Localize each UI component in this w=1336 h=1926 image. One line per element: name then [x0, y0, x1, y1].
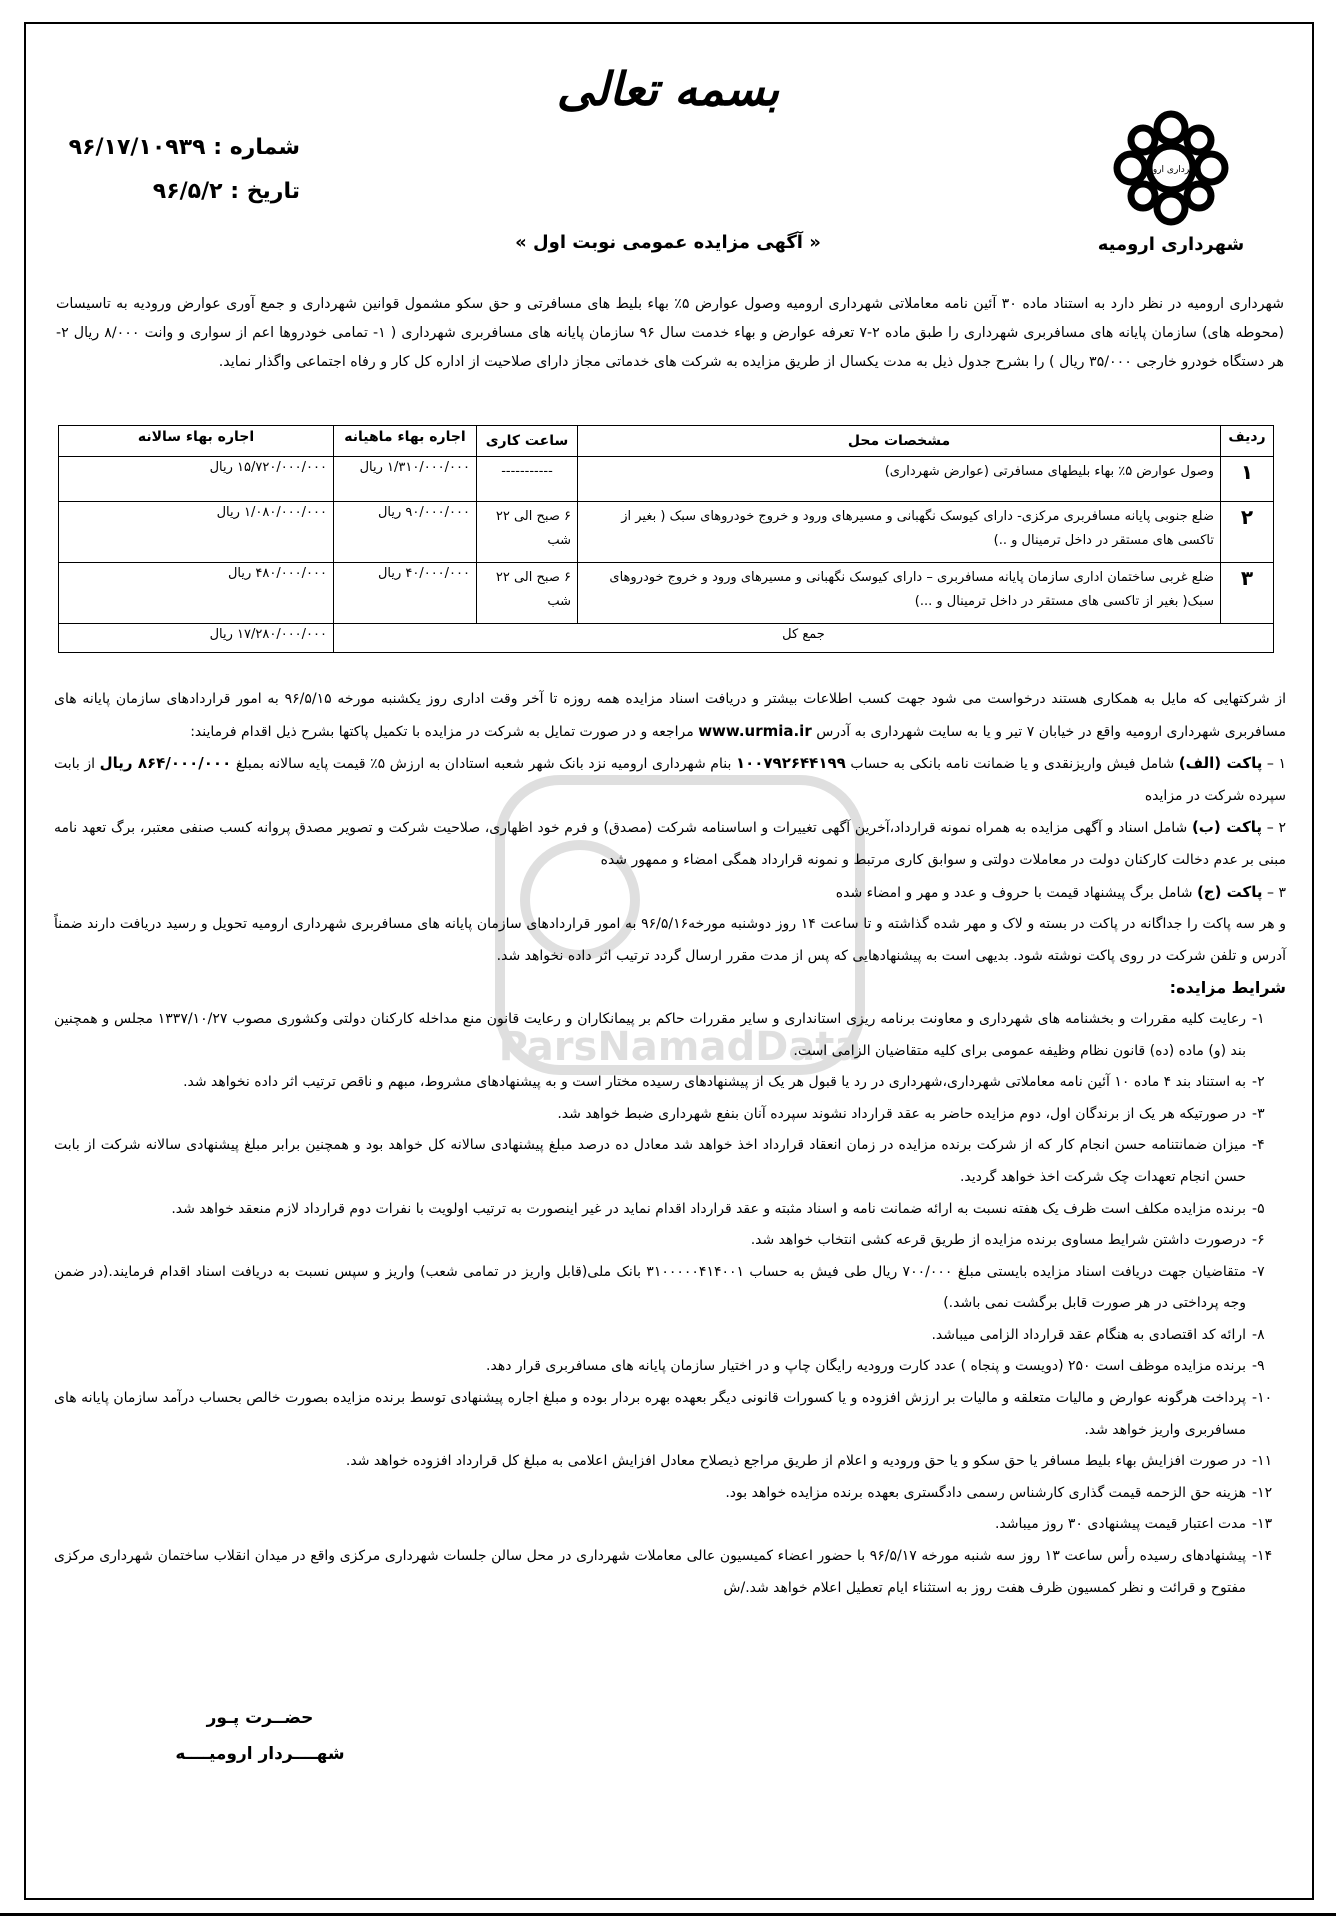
list-item: ۷- متقاضیان جهت دریافت اسناد مزایده بایستی مبلغ ۷۰۰/۰۰۰ ریال طی فیش به حساب ۳۱۰۰۰۰۰۴۱۴۰۰۱ بانک ملی(قابل واریز در تمامی شعب) واریز و سپس نسبت به دریافت اسناد اقدام فرمایند.(در ضمن وجه پرداختی در هر صورت قابل برگشت نمی باشد.): [54, 1263, 1265, 1312]
signatory-name: حضــرت پـور: [206, 1708, 314, 1728]
row-number: ۱: [1221, 457, 1274, 502]
list-item: ۸- ارائه کد اقتصادی به هنگام عقد قرارداد الزامی میباشد.: [931, 1326, 1265, 1343]
list-item: ۱۳- مدت اعتبار قیمت پیشنهادی ۳۰ روز میباشد.: [994, 1516, 1273, 1533]
list-item: ۶- درصورت داشتن شرایط مساوی برنده مزایده از طریق قرعه کشی انتخاب خواهد شد.: [750, 1232, 1265, 1249]
info-paragraph: از شرکتهایی که مایل به همکاری هستند درخواست می شود جهت کسب اطلاعات بیشتر و دریافت اسناد مزایده همه روزه تا آخر وقت اداری روز یکشنبه مورخه ۹۶/۵/۱۵ به امور قراردادهای سازمان پایانه های مسافربری شهرداری ارومیه واقع در خیابان ۷ تیر و یا به سایت شهرداری به آدرس www.urmia.ir مراجعه و در صورت تمایل به شرکت در مزایده با تکمیل پاکتها بشرح ذیل اقدام فرمایند:: [54, 691, 1286, 740]
signature-block: [160, 1700, 360, 1772]
deposit-amount: ۸۶۴/۰۰۰/۰۰۰ ریال: [99, 754, 232, 773]
org-name: شهرداری ارومیه: [1097, 234, 1245, 255]
list-item: ۲- به استناد بند ۴ ماده ۱۰ آئین نامه معاملاتی شهرداری،شهرداری در رد یا قبول هر یک از پیشنهادهای رسیده مختار است و به پیشنهادهای مشروط، مبهم و ناقص ترتیب اثر داده نخواهد شد.: [183, 1074, 1265, 1091]
list-item: ۳- در صورتیکه هر یک از برندگان اول، دوم مزایده حاضر به عقد قرارداد نشوند سپرده آنان بنفع شهرداری ضبط خواهد شد.: [557, 1105, 1265, 1122]
list-item: ۱۱- در صورت افزایش بهاء بلیط مسافر یا حق سکو و یا حق ورودیه و اعلام از طریق مراجع ذیصلاح معادل افزایش اعلامی به مبلغ کل قرارداد افزوده خواهد شد.: [345, 1453, 1273, 1470]
row-number: ۲: [1221, 502, 1274, 563]
list-item: ۹- برنده مزایده موظف است ۲۵۰ (دویست و پنجاه ) عدد کارت ورودیه رایگان چاپ و در اختیار سازمان پایانه های مسافربری قرار دهد.: [486, 1358, 1265, 1375]
row-hours: -----------: [477, 457, 578, 502]
row-yearly-rent: ۴۸۰/۰۰۰/۰۰۰ ریال: [59, 563, 334, 624]
basmala: بسمه تعالی: [556, 62, 780, 116]
reference-number: شماره : ۹۶/۱۷/۱۰۹۳۹: [68, 135, 300, 160]
row-yearly-rent: ۱۵/۷۲۰/۰۰۰/۰۰۰ ریال: [59, 457, 334, 502]
table-row: [59, 457, 1274, 502]
conditions-list: [54, 1004, 1286, 1604]
reference-date: تاریخ : ۹۶/۵/۲: [152, 179, 300, 204]
row-hours: ۶ صبح الی ۲۲ شب: [477, 563, 578, 624]
list-item: ۱- رعایت کلیه مقررات و بخشنامه های شهرداری و معاونت برنامه ریزی استانداری و سایر مقررات حاکم بر پیمانکاران و رعایت قانون منع مداخله کارکنان دولتی وکشوری مصوب ۱۳۳۷/۱۰/۲۷ مجلس و همچنین بند (و) ماده (ده) قانون نظام وظیفه عمومی برای کلیه متقاضیان الزامی است.: [54, 1010, 1265, 1059]
conditions-title: شرایط مزایده:: [1169, 978, 1286, 998]
table-total-row: [59, 624, 1274, 653]
row-yearly-rent: ۱/۰۸۰/۰۰۰/۰۰۰ ریال: [59, 502, 334, 563]
envelope-c: ۳ – پاکت (ج) شامل برگ پیشنهاد قیمت با حروف و عدد و مهر و امضاء شده: [835, 882, 1286, 901]
list-item: ۱۴- پیشنهادهای رسیده رأس ساعت ۱۳ روز سه شنبه مورخه ۹۶/۵/۱۷ با حضور اعضاء کمیسیون عالی معاملات شهرداری در محل سالن جلسات شهرداری مرکزی واقع در میدان انقلاب ساختمان شهرداری مرکزی مفتوح و قرائت و نظر کمسیون ظرف هفت روز به استثناء ایام تعطیل اعلام خواهد شد./ش: [54, 1548, 1273, 1596]
table-header-row: [59, 426, 1274, 457]
announcement-body: [54, 684, 1286, 1604]
signatory-title: شهــــردار ارومیــــه: [175, 1744, 345, 1764]
website-link[interactable]: www.urmia.ir: [698, 721, 812, 740]
bottom-divider: [0, 1913, 1336, 1916]
total-value: ۱۷/۲۸۰/۰۰۰/۰۰۰ ریال: [59, 624, 334, 653]
row-hours: ۶ صبح الی ۲۲ شب: [477, 502, 578, 563]
bank-account-number: ۱۰۰۷۹۲۶۴۴۱۹۹: [735, 754, 846, 773]
auction-items-table: [58, 425, 1274, 653]
row-monthly-rent: ۴۰/۰۰۰/۰۰۰ ریال: [334, 563, 477, 624]
reference-block: [70, 126, 300, 214]
watermark-text: ParsNamadData: [498, 1024, 862, 1070]
header-location: مشخصات محل: [578, 426, 1221, 457]
list-item: ۴- میزان ضمانتنامه حسن انجام کار که از شرکت برنده مزایده در زمان انعقاد قرارداد اخذ خواهد شد معادل ده درصد مبلغ پیشنهادی سالانه کل خواهد بود و همچنین برابر مبلغ پیشنهادی سالانه شرکت از بابت حسن انجام تعهدات چک شرکت اخذ خواهد گردید.: [54, 1137, 1265, 1185]
table-row: [59, 563, 1274, 624]
header-hours: ساعت کاری: [477, 426, 578, 457]
header-yearly-rent: اجاره بهاء سالانه: [59, 426, 334, 457]
logo-text: شهرداری ارومیه: [1140, 165, 1202, 175]
ad-title: « آگهی مزایده عمومی نوبت اول »: [515, 232, 821, 253]
header-row-number: ردیف: [1221, 426, 1274, 457]
row-location: وصول عوارض ۵٪ بهاء بلیطهای مسافرتی (عوارض شهرداری): [578, 457, 1221, 502]
urmia-emblem-icon: [1106, 108, 1236, 228]
envelope-a: ۱ – پاکت (الف) شامل فیش واریزنقدی و یا ضمانت نامه بانکی به حساب ۱۰۰۷۹۲۶۴۴۱۹۹ بنام شهرداری ارومیه نزد بانک شهر شعبه استادان به ارزش ۵٪ قیمت پایه سالانه بمبلغ ۸۶۴/۰۰۰/۰۰۰ ریال از بابت سپرده شرکت در مزایده: [54, 754, 1287, 804]
envelope-b: ۲ – پاکت (ب) شامل اسناد و آگهی مزایده به همراه نمونه قرارداد،آخرین آگهی تغییرات و اساسنامه شرکت (مصدق) و فرم خود اظهاری، صلاحیت شرکت و تصویر مصدق پروانه کسب صنفی معتبر، برگ تعهد نامه مبنی بر عدم دخالت کارکنان دولت در معاملات دولتی و سوابق کاری مرتبط و نمونه قرارداد همگی امضاء و ممهور شده: [54, 818, 1286, 868]
list-item: ۵- برنده مزایده مکلف است ظرف یک هفته نسبت به ارائه ضمانت نامه و اسناد مثبته و عقد قرارداد اقدام نماید در غیر اینصورت به ترتیب اولویت با نفرات دوم قرارداد لازم منعقد خواهد شد.: [171, 1200, 1265, 1217]
list-item: ۱۰- پرداخت هرگونه عوارض و مالیات متعلقه و مالیات بر ارزش افزوده و یا کسورات قانونی دیگر بعهده بهره بردار بوده و مبلغ اجاره پیشنهادی توسط برنده مزایده بصورت خالص بحساب درآمد سازمان پایانه های مسافربری واریز خواهد شد.: [54, 1390, 1273, 1438]
row-number: ۳: [1221, 563, 1274, 624]
row-monthly-rent: ۹۰/۰۰۰/۰۰۰ ریال: [334, 502, 477, 563]
envelope-submission: و هر سه پاکت را جداگانه در پاکت در بسته و لاک و مهر شده گذاشته و تا ساعت ۱۴ روز دوشنبه مورخه۹۶/۵/۱۶ به امور قراردادهای سازمان پایانه های مسافربری شهرداری ارومیه تحویل و رسید دریافت دارند ضمناً آدرس و تلفن شرکت در روی پاکت نوشته شود. بدیهی است به پیشنهادهایی که پس از مدت مقرر ارسال گردد ترتیب اثر داده نخواهد شد.: [54, 916, 1286, 964]
list-item: ۱۲- هزینه حق الزحمه قیمت گذاری کارشناس رسمی دادگستری بعهده برنده مزایده خواهد بود.: [725, 1484, 1273, 1501]
row-monthly-rent: ۱/۳۱۰/۰۰۰/۰۰۰ ریال: [334, 457, 477, 502]
row-location: ضلع غربی ساختمان اداری سازمان پایانه مسافربری – دارای کیوسک نگهبانی و مسیرهای ورود و خروج خودروهای سبک( بغیر از تاکسی های مستقر در داخل ترمینال و ...): [578, 563, 1221, 624]
header-monthly-rent: اجاره بهاء ماهیانه: [334, 426, 477, 457]
intro-paragraph: شهرداری ارومیه در نظر دارد به استناد ماده ۳۰ آئین نامه معاملاتی شهرداری ارومیه وصول عوارض ۵٪ بهاء بلیط های مسافرتی و حق سکو مشمول قوانین شهرداری و جمع آوری عوارض ورودیه به تاسیسات (محوطه های) سازمان پایانه های مسافربری شهرداری را طبق ماده ۲-۷ تعرفه عوارض و بهاء خدمت سال ۹۶ سازمان پایانه های مسافربری شهرداری ( ۱- تمامی خودروها اعم از سواری و وانت ۸/۰۰۰ ریال ۲- هر دستگاه خودرو خارجی ۳۵/۰۰۰ ریال ) را بشرح جدول ذیل به مدت یکسال از طریق مزایده به شرکت های خدماتی مجاز دارای صلاحیت از اداره کل کار و رفاه اجتماعی واگذار نماید.: [56, 296, 1284, 370]
row-location: ضلع جنوبی پایانه مسافربری مرکزی- دارای کیوسک نگهبانی و مسیرهای ورود و خروج خودروهای سبک ( بغیر از تاکسی های مستقر در داخل ترمینال و ..): [578, 502, 1221, 563]
total-label: جمع کل: [334, 624, 1274, 653]
table-row: [59, 502, 1274, 563]
